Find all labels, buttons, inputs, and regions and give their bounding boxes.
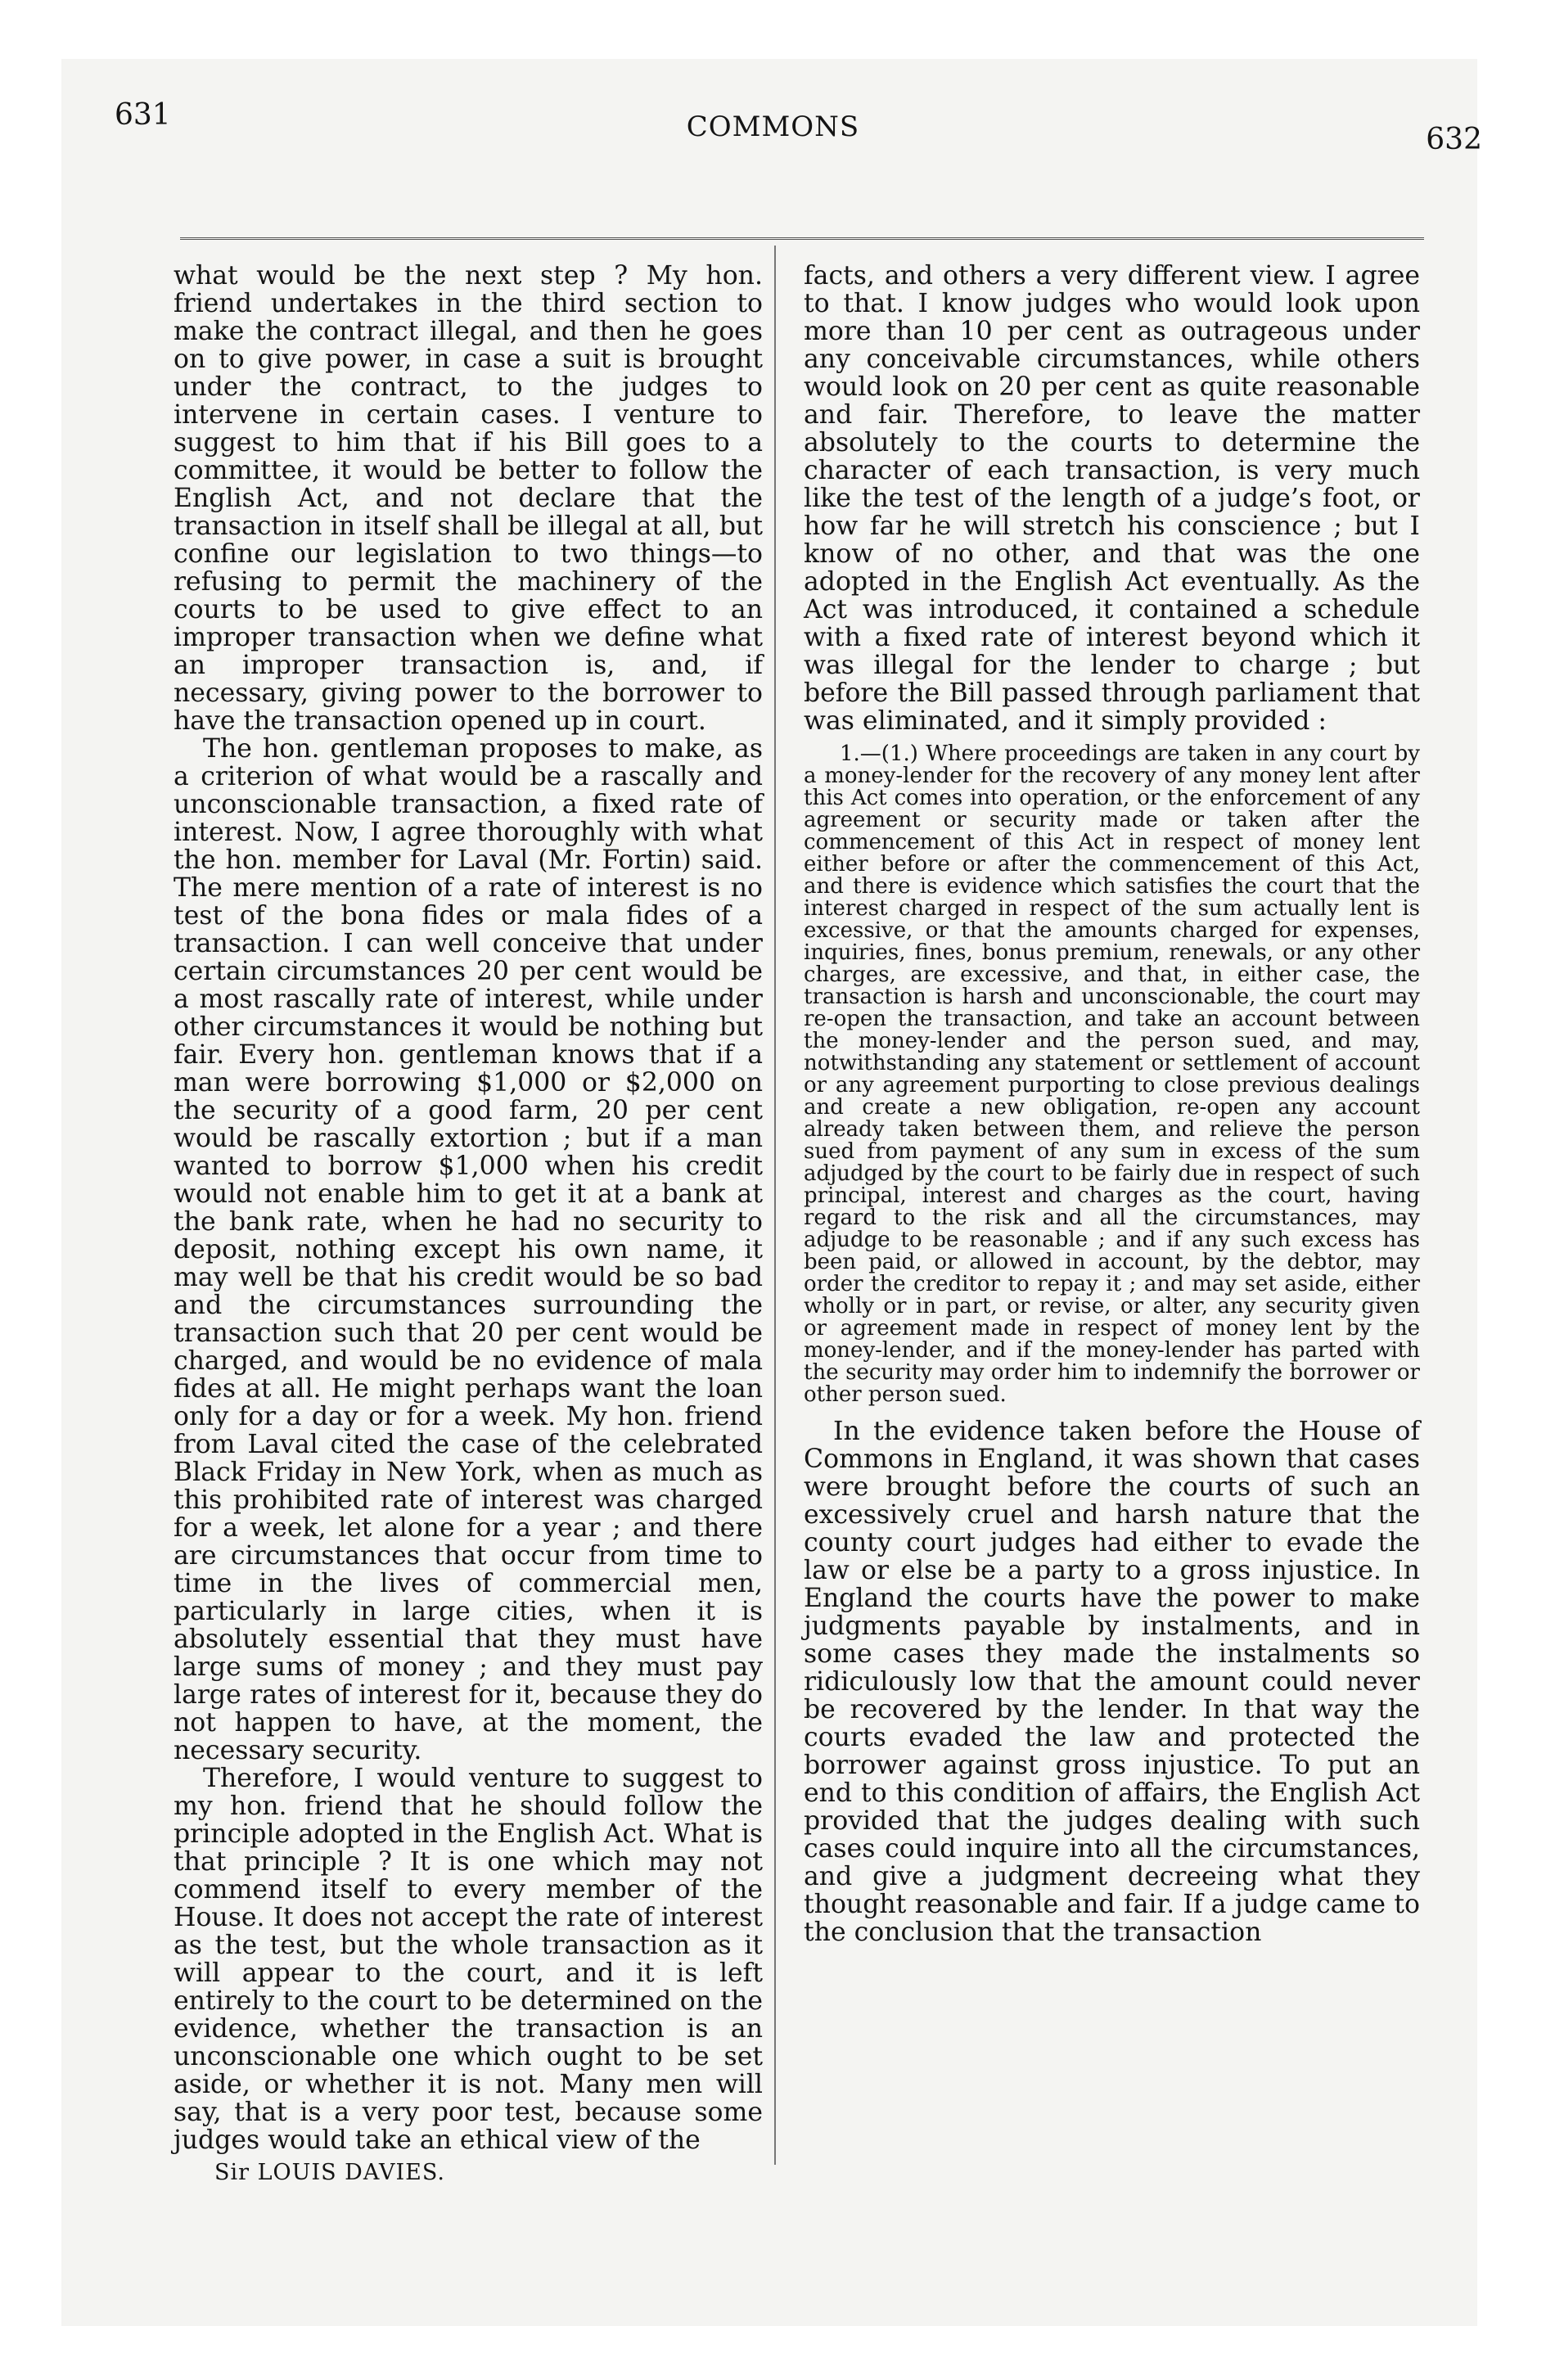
right-paragraph-2: In the evidence taken before the House of Commons in England, it was shown that cases were brought before the courts of such an excessively cruel and harsh nature that the county court judges had either to evade the law or else be a party to a gross injustice. In England the courts have the power to make judgments payable by instalments, and in some cases they made the instalments so ridiculously low that the amount could never be recovered by the lender. In that way the courts evaded the law and protected the borrower against gross injustice. To put an end to this condition of affairs, the English Act provided that the judges dealing with such cases could inquire into all the circumstances, and give a judgment decreeing what they thought reasonable and fair. If a judge came to the conclusion that the transaction bbox=[804, 1417, 1420, 1947]
page-number-left: 631 bbox=[115, 98, 171, 132]
left-paragraph-1: what would be the next step ? My hon. friend undertakes in the third section to make the contract illegal, and then he goes on to give power, in case a suit is brought under the contract, to the judges to intervene in certain cases. I venture to suggest to him that if his Bill goes to a committee, it would be better to follow the English Act, and not declare that the transaction in itself shall be illegal at all, but confine our legislation to two things—to refusing to permit the machinery of the courts to be used to give effect to an improper transaction when we define what an improper transaction is, and, if necessary, giving power to the borrower to have the transaction opened up in court. bbox=[174, 261, 763, 736]
header-rule bbox=[180, 237, 1424, 240]
page-number-right: 632 bbox=[1426, 123, 1482, 156]
left-paragraph-2: The hon. gentleman proposes to make, as a criterion of what would be a rascally and unconscionable transaction, a fixed rate of interest. Now, I agree thoroughly with what the hon. member for Laval (Mr. Fortin) said. The mere mention of a rate of interest is no test of the bona fides or mala fides of a transaction. I can well conceive that under certain circumstances 20 per cent would be a most rascally rate of interest, while under other circumstances it would be nothing but fair. Every hon. gentleman knows that if a man were borrowing $1,000 or $2,000 on the security of a good farm, 20 per cent would be rascally extortion ; but if a man wanted to borrow $1,000 when his credit would not enable him to get it at a bank at the bank rate, when he had no security to deposit, nothing except his own name, it may well be that his credit would be so bad and the circumstances surrounding the transaction such that 20 per cent would be charged, and would be no evidence of mala fides at all. He might perhaps want the loan only for a day or for a week. My hon. friend from Laval cited the case of the celebrated Black Friday in New York, when as much as this prohibited rate of interest was charged for a week, let alone for a year ; and there are circumstances that occur from time to time in the lives of commercial men, particularly in large cities, when it is absolutely essential that they must have large sums of money ; and they must pay large rates of interest for it, because they do not happen to have, at the moment, the necessary security. bbox=[174, 734, 763, 1765]
right-paragraph-1: facts, and others a very different view. I agree to that. I know judges who would look upon more than 10 per cent as outrageous under any conceivable circumstances, while others would look on 20 per cent as quite reasonable and fair. Therefore, to leave the matter absolutely to the courts to determine the character of each transaction, is very much like the test of the length of a judge’s foot, or how far he will stretch his conscience ; but I know of no other, and that was the one adopted in the English Act eventually. As the Act was introduced, it contained a schedule with a fixed rate of interest beyond which it was illegal for the lender to charge ; but before the Bill passed through parliament that was eliminated, and it simply provided : bbox=[804, 261, 1420, 736]
act-quotation: 1.—(1.) Where proceedings are taken in any court by a money-lender for the recovery of any money lent after this Act comes into operation, or the enforcement of any agreement or security made or taken after the commencement of this Act in respect of money lent either before or after the commencement of this Act, and there is evidence which satisfies the court that the interest charged in respect of the sum actually lent is excessive, or that the amounts charged for expenses, inquiries, fines, bonus premium, renewals, or any other charges, are excessive, and that, in either case, the transaction is harsh and unconscionable, the court may re-open the transaction, and take an account between the money-lender and the person sued, and may, notwithstanding any statement or settlement of account or any agreement purporting to close previous dealings and create a new obligation, re-open any account already taken between them, and relieve the person sued from payment of any sum in excess of the sum adjudged by the court to be fairly due in respect of such principal, interest and charges as the court, having regard to the risk and all the circumstances, may adjudge to be reasonable ; and if any such excess has been paid, or allowed in account, by the debtor, may order the creditor to repay it ; and may set aside, either wholly or in part, or revise, or alter, any security given or agreement made in respect of money lent by the money-lender, and if the money-lender has parted with the security may order him to indemnify the borrower or other person sued. bbox=[804, 741, 1420, 1407]
left-column bbox=[174, 262, 763, 2187]
speaker-attribution: Sir LOUIS DAVIES. bbox=[214, 2160, 445, 2185]
running-head: COMMONS bbox=[686, 110, 860, 143]
right-column bbox=[804, 262, 1420, 1946]
column-divider bbox=[774, 246, 776, 2165]
left-paragraph-3: Therefore, I would venture to suggest to my hon. friend that he should follow the principle adopted in the English Act. What is that principle ? It is one which may not commend itself to every member of the House. It does not accept the rate of interest as the test, but the whole transaction as it will appear to the court, and it is left entirely to the court to be determined on the evidence, whether the transaction is an unconscionable one which ought to be set aside, or whether it is not. Many men will say, that is a very poor test, because some judges would take an ethical view of the bbox=[174, 1764, 763, 2155]
